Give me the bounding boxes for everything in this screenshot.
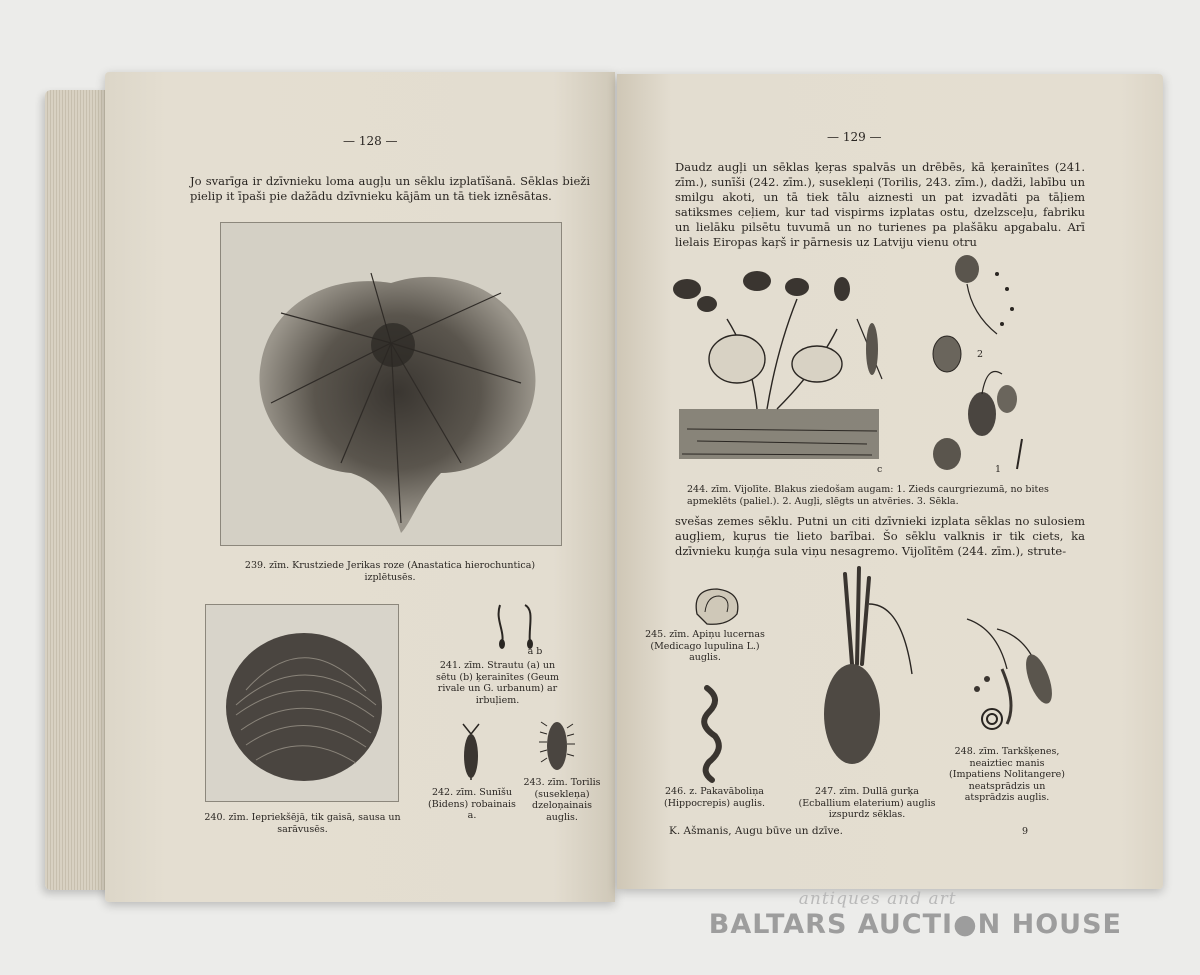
fig244-details-drawing (927, 254, 1037, 484)
fig241-drawing (480, 600, 570, 650)
fig243-drawing (539, 714, 575, 776)
left-intro-text: Jo svarīga ir dzīvnieku loma augļu un sēklu izplatīšanā. Sēklas bieži pielip it īpaši pie dažādu dzīvnieku kājām un tā tiek iznēsātas. (190, 174, 590, 203)
auction-watermark (709, 889, 1122, 940)
fig243-caption: 243. zīm. Torilis (susekleņa) dzeloņainais auglis. (523, 777, 601, 823)
fig246-drawing (697, 684, 727, 784)
fig239-caption: 239. zīm. Krustziede Jerikas roze (Anastatica hierochuntica) izplētusēs. (244, 560, 536, 583)
page-number-left: — 128 — (343, 134, 398, 148)
fig244-caption: 244. zīm. Vijolīte. Blakus ziedošam augam: 1. Zieds caurgriezumā, no bites apmeklēts (paliel.). 2. Augļi, slēgts un atvēries. 3. Sēkla. (687, 484, 1049, 507)
fig242-caption: 242. zīm. Sunīšu (Bidens) robainais a. (428, 787, 516, 821)
signature-mark: 9 (1022, 826, 1029, 837)
fig244-label-c: c (877, 464, 883, 475)
fig242-drawing (457, 720, 485, 784)
fig240-photo (205, 604, 399, 802)
fig245-drawing (687, 584, 747, 629)
right-page (617, 74, 1163, 889)
page-number-right: — 129 — (827, 130, 882, 144)
footer-author: K. Ašmanis, Augu būve un dzīve. (669, 825, 843, 837)
fig239-photo (220, 222, 562, 546)
fig247-caption: 247. zīm. Dullā gurķa (Ecballium elaterium) auglis izspurdz sēklas. (798, 786, 936, 820)
open-book (45, 72, 1165, 907)
fig244-label-2: 2 (977, 349, 984, 360)
fig244-label-1: 1 (995, 464, 1002, 475)
fig245-caption: 245. zīm. Apiņu lucernas (Medicago lupulina L.) auglis. (645, 629, 765, 663)
right-middle-text: svešas zemes sēklu. Putni un citi dzīvnieki izplata sēklas no sulosiem augļiem, kuŗus tie lieto barībai. Šo sēklu valknis ir tik ciets, ka dzīvnieku kuņģa sula viņu nesagremo. Vijolītēm (244. zīm.), strute- (675, 514, 1085, 558)
jericho-rose-spread-image (221, 223, 561, 545)
fig247-drawing (807, 564, 917, 764)
watermark-tagline: antiques and art (798, 889, 957, 909)
fig240-caption: 240. zīm. Iepriekšējā, tik gaisā, sausa un sarāvusēs. (204, 812, 401, 835)
fig248-caption: 248. zīm. Tarkšķenes, neaiztiec manis (Impatiens Nolitangere) neatsprādzis un atsprādzis auglis. (949, 746, 1065, 803)
fig244-violet-drawing (667, 259, 897, 484)
fig246-caption: 246. z. Pakavāboliņa (Hippocrepis) auglis. (664, 786, 765, 809)
right-intro-text: Daudz augļi un sēklas ķeŗas spalvās un drēbēs, kā ķerainītes (241. zīm.), sunīši (242. zīm.), susekleņi (Torilis, 243. zīm.), dadži, labību un smilgu akoti, un tā tiek tālu aiznesti un pat izvadāti pa tāļiem satiksmes ceļiem, kur tad vispirms izplatas ostu, dzelzsceļu, fabriku un lielāku pilsētu tuvumā un no turienes pa plašāku apgabalu. Arī lielais Eiropas kaŗš ir pārnesis uz Latviju vienu otru (675, 160, 1085, 249)
fig248-drawing (957, 609, 1057, 739)
left-page (105, 72, 615, 902)
watermark-title: BALTARS AUCTI●N HOUSE (708, 909, 1122, 940)
fig241-caption: 241. zīm. Strautu (a) un sētu (b) ķerainītes (Geum rivale un G. urbanum) ar irbuļiem. (435, 660, 560, 706)
jericho-rose-dry-image (206, 605, 398, 801)
fig241-labels: a b (527, 646, 543, 657)
